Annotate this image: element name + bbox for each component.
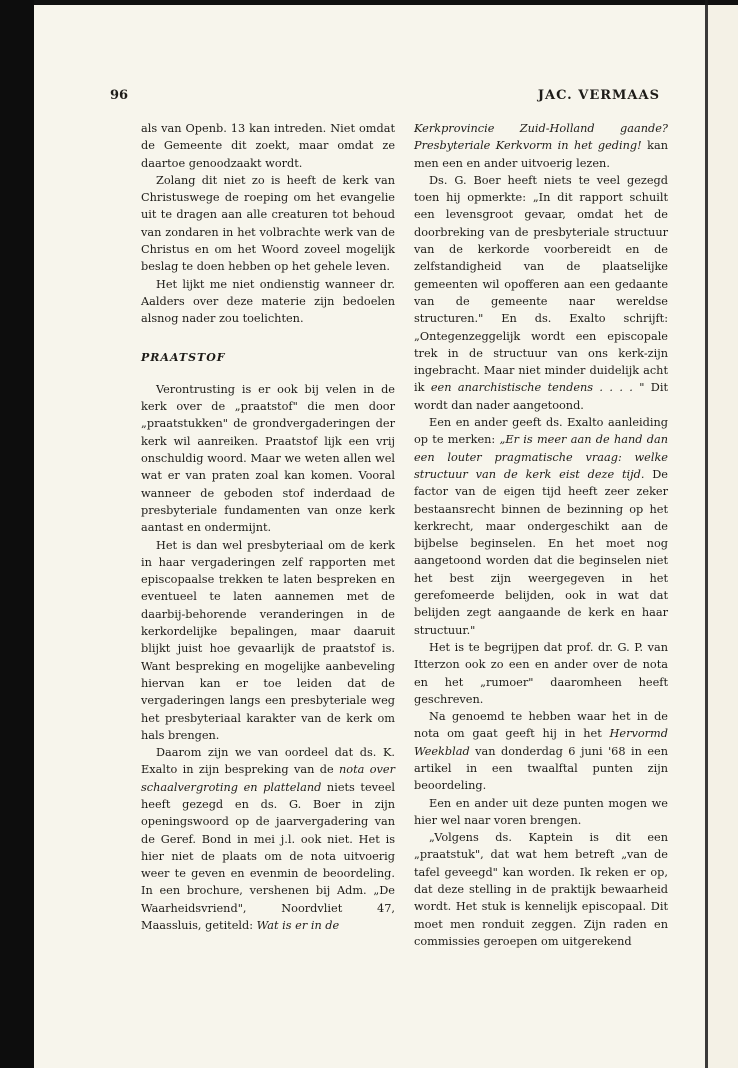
page-number: 96 (110, 88, 129, 103)
section-heading: PRAATSTOF (141, 350, 226, 364)
paragraph: „Volgens ds. Kaptein is dit een „praatstuk", dat wat hem betreft „van de tafel geveegd" kan worden. Ik reken er op, dat deze stelling in de praktijk bewaarheid wordt. Het stuk is kennelijk episcopaal. Dit moet men ronduit zeggen. Zijn raden en commissies geroepen om uitgerekend (414, 831, 668, 948)
paragraph: Na genoemd te hebben waar het in de nota om gaat geeft hij in het Hervormd Weekblad van donderdag 6 juni '68 in een artikel in een twaalftal punten zijn beoordeling. (414, 710, 668, 793)
paragraph: Ds. G. Boer heeft niets te veel gezegd toen hij opmerkte: „In dit rapport schuilt een levensgroot gevaar, omdat het de doorbreking van de presbyteriale structuur van de kerkorde voorbereidt en de zelfstandigheid van de plaatselijke gemeenten wil opofferen aan een gedaante van de gemeente naar wereldse structuren." En ds. Exalto schrijft: „Ontegenzeggelijk wordt een episcopale trek in de structuur van ons kerk-zijn ingebracht. Maar niet minder duidelijk acht ik een anarchistische tendens . . . . " Dit wordt dan nader aangetoond. (414, 173, 668, 412)
page-header (110, 88, 660, 108)
paragraph: als van Openb. 13 kan intreden. Niet omdat de Gemeente dit zoekt, maar omdat ze daartoe genoodzaakt wordt. (141, 122, 395, 170)
paragraph: Het is dan wel presbyteriaal om de kerk in haar vergaderingen zelf rapporten met episcopaalse trekken te laten bespreken en eventueel te laten aannemen met de daarbij-behorende veranderingen in de kerkordelijke bepalingen, maar daaruit blijkt juist hoe gevaarlijk de praatstof is. Want bespreking en mogelijke aanbeveling hiervan kan er toe leiden dat de vergaderingen langs een presbyteriale weg het presbyteriaal karakter van de kerk om hals brengen. (141, 538, 395, 742)
left-column (141, 120, 395, 934)
right-column (414, 120, 668, 950)
paragraph: Een en ander uit deze punten mogen we hier wel naar voren brengen. (414, 796, 668, 827)
scan-border-right (705, 0, 708, 1068)
paragraph: Daarom zijn we van oordeel dat ds. K. Exalto in zijn bespreking van de nota over schaalvergroting en platteland niets teveel heeft gezegd en ds. G. Boer in zijn openingswoord op de jaarvergadering van de Geref. Bond in mei j.l. ook niet. Het is hier niet de plaats om de nota uitvoerig weer te geven en evenmin de beoordeling. In een brochure, vershenen bij Adm. „De Waarheidsvriend", Noordvliet 47, Maassluis, getiteld: Wat is er in de (141, 746, 396, 933)
running-head: JAC. VERMAAS (537, 88, 660, 103)
paragraph: Zolang dit niet zo is heeft de kerk van Christuswege de roeping om het evangelie uit te dragen aan alle creaturen tot behoud van zondaren in het volbrachte werk van de Christus en om het Woord zoveel mogelijk beslag te doen hebben op het gehele leven. (141, 173, 395, 274)
paragraph: Het lijkt me niet ondienstig wanneer dr. Aalders over deze materie zijn bedoelen alsnog nader zou toelichten. (141, 277, 395, 326)
paragraph: Verontrusting is er ook bij velen in de kerk over de „praatstof" die men door „praatstukken" de grondvergaderingen der kerk wil aanreiken. Praatstof lijk een vrij onschuldig woord. Maar we weten allen wel wat er van praten zoal kan komen. Vooral wanneer de geboden stof inderdaad de presbyteriale fundamenten van onze kerk aantast en ondermijnt. (141, 382, 395, 535)
paragraph: Kerkprovincie Zuid-Holland gaande? Presbyteriale Kerkvorm in het geding! kan men een en ander uitvoerig lezen. (414, 122, 669, 170)
paragraph: Het is te begrijpen dat prof. dr. G. P. van Itterzon ook zo een en ander over de nota en het „rumoer" daaromheen heeft geschreven. (414, 640, 668, 706)
paragraph: Een en ander geeft ds. Exalto aanleiding op te merken: „Er is meer aan de hand dan een louter pragmatische vraag: welke structuur van de kerk eist deze tijd. De factor van de eigen tijd heeft zeer zeker bestaansrecht binnen de bezinning op het kerkrecht, maar ondergeschikt aan de bijbelse beginselen. En het moet nog aangetoond worden dat die beginselen niet het best zijn weergegeven in het gerefomeerde belijden, ook in wat dat belijden zegt aangaande de kerk en haar structuur." (414, 416, 668, 637)
scan-border-left (0, 0, 34, 1068)
